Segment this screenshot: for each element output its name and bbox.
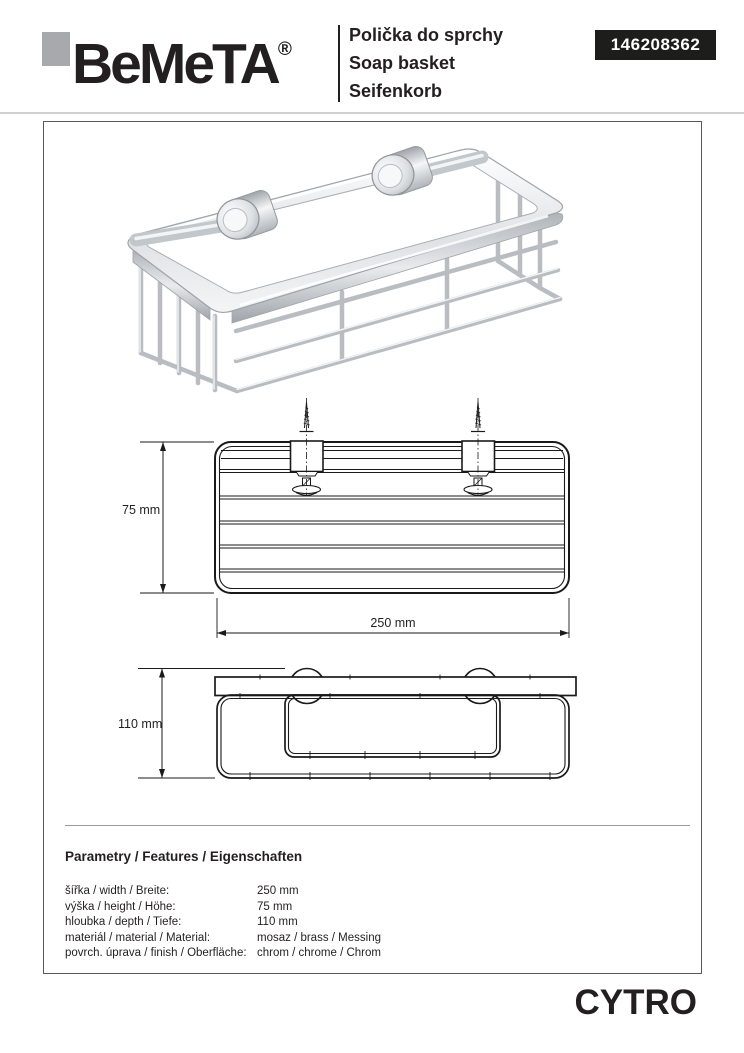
product-photo-soap-basket xyxy=(90,135,630,405)
param-value: 75 mm xyxy=(257,900,293,913)
param-label: šířka / width / Breite: xyxy=(65,885,170,897)
technical-drawing-front-view xyxy=(100,395,600,650)
series-name: CYTRO xyxy=(574,983,697,1022)
wall-bar xyxy=(215,677,576,696)
registered-trademark-icon: ® xyxy=(277,39,292,60)
handle-outline-inner xyxy=(289,699,497,754)
param-value: 250 mm xyxy=(257,885,299,897)
header-divider xyxy=(338,25,340,102)
brand-logo xyxy=(72,20,292,94)
product-code-badge: 146208362 xyxy=(595,30,716,60)
table-row xyxy=(65,900,557,916)
front-frame-outer xyxy=(215,442,569,593)
param-value: mosaz / brass / Messing xyxy=(257,931,381,944)
handle-outline-outer xyxy=(285,695,500,757)
front-wires xyxy=(220,470,564,573)
basket-outline-inner xyxy=(221,699,565,775)
table-row xyxy=(65,915,557,931)
dimension-depth-label: 110 mm xyxy=(118,717,163,731)
param-label: materiál / material / Material: xyxy=(65,931,211,944)
technical-drawing-top-view xyxy=(100,655,600,790)
brand-logo-text: BeMeTA xyxy=(72,32,278,96)
parameters-table xyxy=(65,884,557,962)
mount-screw-assembly xyxy=(291,398,324,495)
logo-square-icon xyxy=(42,32,70,66)
product-name-de: Seifenkorb xyxy=(349,81,443,101)
front-frame-inner xyxy=(220,447,565,589)
header-rule xyxy=(0,112,744,114)
product-titles xyxy=(349,21,503,105)
param-value: 110 mm xyxy=(257,916,298,928)
product-name-en: Soap basket xyxy=(349,53,456,73)
param-label: hloubka / depth / Tiefe: xyxy=(65,916,182,928)
param-value: chrom / chrome / Chrom xyxy=(257,947,381,959)
product-name-cz: Polička do sprchy xyxy=(349,25,504,45)
param-label: výška / height / Höhe: xyxy=(65,900,176,913)
parameters-divider xyxy=(65,825,690,826)
table-row xyxy=(65,931,557,947)
dimension-height xyxy=(140,442,214,593)
table-row xyxy=(65,946,557,962)
dimension-height-label: 75 mm xyxy=(122,503,161,517)
param-label: povrch. úprava / finish / Oberfläche: xyxy=(65,947,247,959)
dimension-width-label: 250 mm xyxy=(370,616,416,630)
basket-outline-outer xyxy=(217,695,569,778)
table-row xyxy=(65,884,557,900)
parameters-heading: Parametry / Features / Eigenschaften xyxy=(65,849,303,864)
